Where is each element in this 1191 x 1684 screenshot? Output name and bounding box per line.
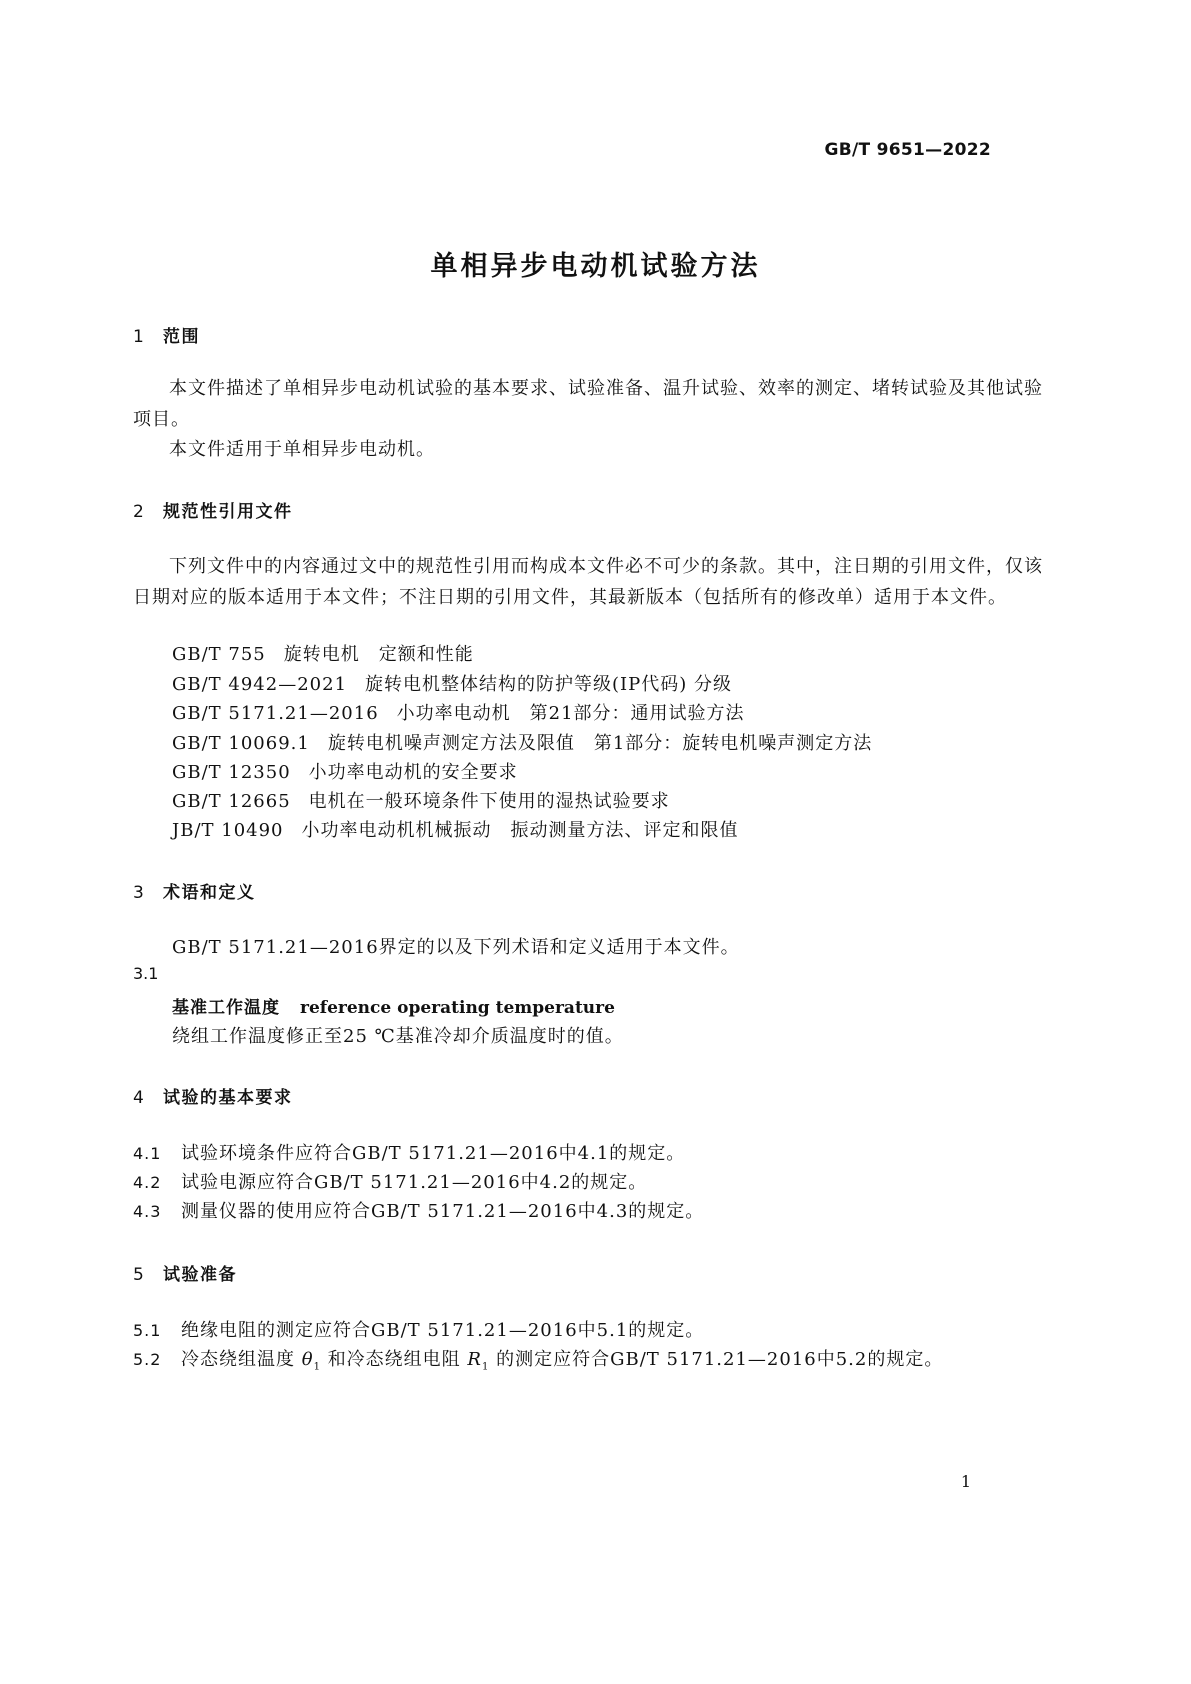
resistance-subscript: 1 [481,1361,490,1373]
clause-text: 试验电源应符合GB/T 5171.21—2016中4.2的规定。 [181,1172,648,1193]
reference-code: GB/T 4942—2021 [172,674,348,695]
reference-name: 旋转电机噪声测定方法及限值 第1部分：旋转电机噪声测定方法 [327,733,873,754]
reference-name: 小功率电动机机械振动 振动测量方法、评定和限值 [301,820,739,841]
reference-item [172,787,670,813]
section-4-heading [133,1083,293,1108]
section-2-heading [133,497,293,522]
term-heading [172,993,615,1018]
reference-code: JB/T 10490 [172,820,284,841]
clause-number: 4.2 [133,1173,162,1192]
section-1-heading [133,322,200,347]
section-3-title: 术语和定义 [163,883,256,903]
reference-code: GB/T 10069.1 [172,733,310,754]
section-1-paragraph-2: 本文件适用于单相异步电动机。 [169,439,435,460]
section-4-title: 试验的基本要求 [163,1088,293,1108]
clause-number: 4.3 [133,1202,162,1221]
theta-subscript: 1 [313,1361,321,1373]
clause-item [133,1197,704,1223]
reference-code: GB/T 5171.21—2016 [172,703,379,724]
section-5-number: 5 [133,1265,146,1285]
reference-name: 小功率电动机 第21部分：通用试验方法 [396,703,745,724]
clause-text: 测量仪器的使用应符合GB/T 5171.21—2016中4.3的规定。 [181,1201,705,1222]
section-2-number: 2 [133,502,146,522]
page-number: 1 [960,1472,971,1491]
section-1-paragraph-1: 本文件描述了单相异步电动机试验的基本要求、试验准备、温升试验、效率的测定、堵转试验及其他试验项目。 [133,378,1043,430]
page-title: 单相异步电动机试验方法 [430,251,761,282]
reference-item [172,816,739,842]
reference-name: 旋转电机整体结构的防护等级(IP代码) 分级 [365,674,733,695]
clause-number: 4.1 [133,1144,162,1163]
clause-text-part-2: 和冷态绕组电阻 [327,1349,461,1370]
reference-name: 旋转电机 定额和性能 [283,644,474,665]
term-english: reference operating temperature [300,998,615,1018]
section-3-number: 3 [133,883,146,903]
reference-item [172,729,872,755]
reference-item [172,670,732,696]
section-2-intro: 下列文件中的内容通过文中的规范性引用而构成本文件必不可少的条款。其中，注日期的引用文件，仅该日期对应的版本适用于本文件；不注日期的引用文件，其最新版本（包括所有的修改单）适用于本文件。 [133,556,1043,608]
standard-number: GB/T 9651—2022 [824,140,991,160]
reference-item [172,640,474,666]
section-2-title: 规范性引用文件 [163,502,293,522]
section-5-title: 试验准备 [163,1265,237,1285]
clause-text: 试验环境条件应符合GB/T 5171.21—2016中4.1的规定。 [181,1143,686,1164]
term-definition: 绕组工作温度修正至25 ℃基准冷却介质温度时的值。 [172,1026,624,1047]
clause-number: 5.1 [133,1321,162,1340]
reference-item [172,758,518,784]
reference-name: 小功率电动机的安全要求 [308,762,518,783]
reference-item [172,699,745,725]
section-3-intro: GB/T 5171.21—2016界定的以及下列术语和定义适用于本文件。 [172,937,740,958]
clause-text-part-1: 冷态绕组温度 [181,1349,295,1370]
section-4-number: 4 [133,1088,146,1108]
reference-code: GB/T 12350 [172,762,291,783]
section-1-number: 1 [133,327,146,347]
clause-text: 绝缘电阻的测定应符合GB/T 5171.21—2016中5.1的规定。 [181,1320,705,1341]
term-number: 3.1 [133,964,159,983]
clause-item [133,1168,647,1194]
reference-code: GB/T 755 [172,644,266,665]
section-1-title: 范围 [163,327,200,347]
section-3-heading [133,878,256,903]
clause-item [133,1316,704,1342]
clause-item [133,1345,943,1373]
term-chinese: 基准工作温度 [172,998,280,1018]
resistance-symbol: R [467,1349,482,1370]
reference-code: GB/T 12665 [172,791,291,812]
reference-name: 电机在一般环境条件下使用的湿热试验要求 [308,791,670,812]
theta-symbol: θ [301,1349,314,1370]
clause-item [133,1139,685,1165]
section-5-heading [133,1260,237,1285]
clause-number: 5.2 [133,1350,162,1369]
clause-text-part-3: 的测定应符合GB/T 5171.21—2016中5.2的规定。 [496,1349,944,1370]
